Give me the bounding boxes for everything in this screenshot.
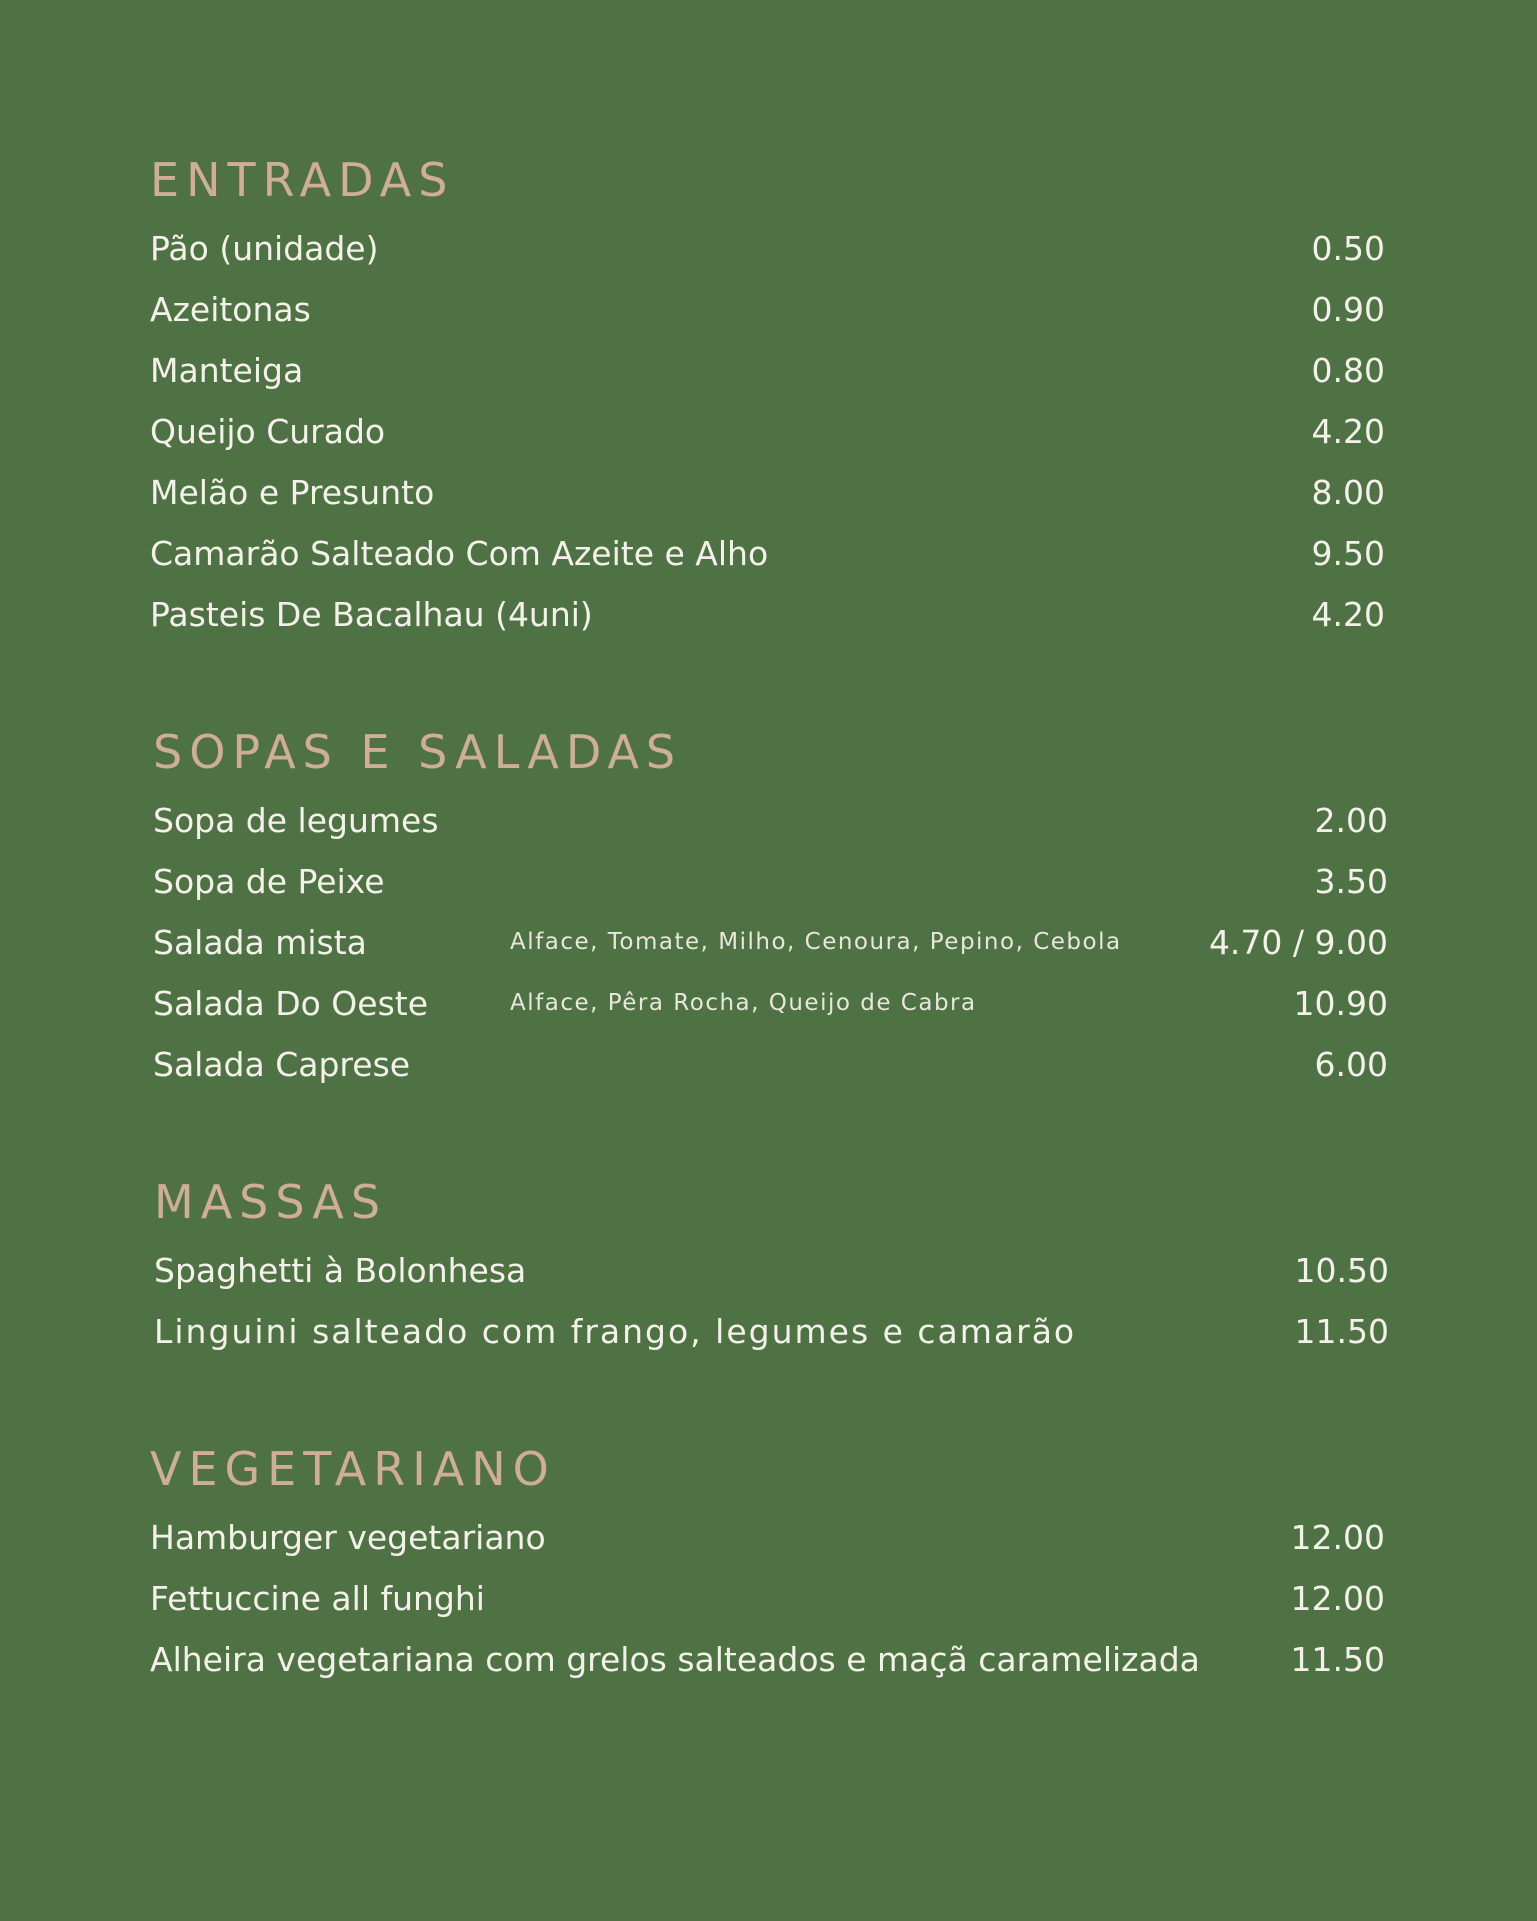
section-title: SOPAS E SALADAS bbox=[153, 725, 683, 779]
menu-item bbox=[150, 1507, 1385, 1568]
item-price: 11.50 bbox=[1294, 1312, 1389, 1351]
item-price: 0.80 bbox=[1311, 351, 1385, 390]
menu-list bbox=[153, 790, 1388, 1095]
item-price: 6.00 bbox=[1314, 1045, 1388, 1084]
section-massas bbox=[154, 1172, 1389, 1362]
menu-item bbox=[150, 584, 1385, 645]
item-name: Salada Do Oeste bbox=[153, 984, 429, 1023]
menu-item bbox=[150, 401, 1385, 462]
item-price: 0.50 bbox=[1311, 229, 1385, 268]
item-price: 8.00 bbox=[1311, 473, 1385, 512]
menu-item bbox=[153, 1034, 1388, 1095]
menu-item bbox=[150, 218, 1385, 279]
item-name: Alheira vegetariana com grelos salteados e maçã caramelizada bbox=[150, 1640, 1200, 1679]
section-vegetariano bbox=[150, 1439, 1385, 1690]
section-title: VEGETARIANO bbox=[150, 1442, 556, 1496]
item-name: Salada Caprese bbox=[153, 1045, 411, 1084]
menu-list bbox=[150, 218, 1385, 645]
item-name: Manteiga bbox=[150, 351, 304, 390]
menu-item bbox=[150, 1568, 1385, 1629]
item-price: 4.20 bbox=[1311, 412, 1385, 451]
item-price: 10.90 bbox=[1293, 984, 1388, 1023]
item-name: Azeitonas bbox=[150, 290, 311, 329]
menu-item bbox=[153, 790, 1388, 851]
item-price: 12.00 bbox=[1290, 1579, 1385, 1618]
menu-item bbox=[150, 523, 1385, 584]
item-price: 3.50 bbox=[1314, 862, 1388, 901]
menu-list bbox=[150, 1507, 1385, 1690]
item-name: Salada mista bbox=[153, 923, 367, 962]
section-title: ENTRADAS bbox=[150, 153, 455, 207]
section-title: MASSAS bbox=[154, 1175, 388, 1229]
item-name: Sopa de legumes bbox=[153, 801, 439, 840]
item-name: Hamburger vegetariano bbox=[150, 1518, 546, 1557]
menu-item bbox=[153, 912, 1388, 973]
menu-item bbox=[150, 340, 1385, 401]
menu-item bbox=[153, 851, 1388, 912]
item-name: Pasteis De Bacalhau (4uni) bbox=[150, 595, 593, 634]
section-entradas bbox=[150, 150, 1385, 645]
item-name: Sopa de Peixe bbox=[153, 862, 385, 901]
item-price: 4.20 bbox=[1311, 595, 1385, 634]
menu-list bbox=[154, 1240, 1389, 1362]
item-description: Alface, Tomate, Milho, Cenoura, Pepino, Cebola bbox=[510, 929, 1122, 955]
item-price: 12.00 bbox=[1290, 1518, 1385, 1557]
item-name: Pão (unidade) bbox=[150, 229, 379, 268]
menu-item bbox=[154, 1240, 1389, 1301]
item-name: Fettuccine all funghi bbox=[150, 1579, 485, 1618]
item-name: Spaghetti à Bolonhesa bbox=[154, 1251, 527, 1290]
menu-item bbox=[150, 462, 1385, 523]
item-description: Alface, Pêra Rocha, Queijo de Cabra bbox=[510, 990, 977, 1016]
item-price: 4.70 / 9.00 bbox=[1208, 923, 1388, 962]
item-price: 2.00 bbox=[1314, 801, 1388, 840]
menu-item bbox=[154, 1301, 1389, 1362]
item-name: Queijo Curado bbox=[150, 412, 386, 451]
item-price: 11.50 bbox=[1290, 1640, 1385, 1679]
menu-item bbox=[153, 973, 1388, 1034]
item-price: 0.90 bbox=[1311, 290, 1385, 329]
section-sopas-e-saladas bbox=[153, 722, 1388, 1095]
menu-item bbox=[150, 1629, 1385, 1690]
item-name: Linguini salteado com frango, legumes e camarão bbox=[154, 1312, 1077, 1351]
item-name: Camarão Salteado Com Azeite e Alho bbox=[150, 534, 769, 573]
item-name: Melão e Presunto bbox=[150, 473, 435, 512]
item-price: 10.50 bbox=[1294, 1251, 1389, 1290]
item-price: 9.50 bbox=[1311, 534, 1385, 573]
menu-item bbox=[150, 279, 1385, 340]
